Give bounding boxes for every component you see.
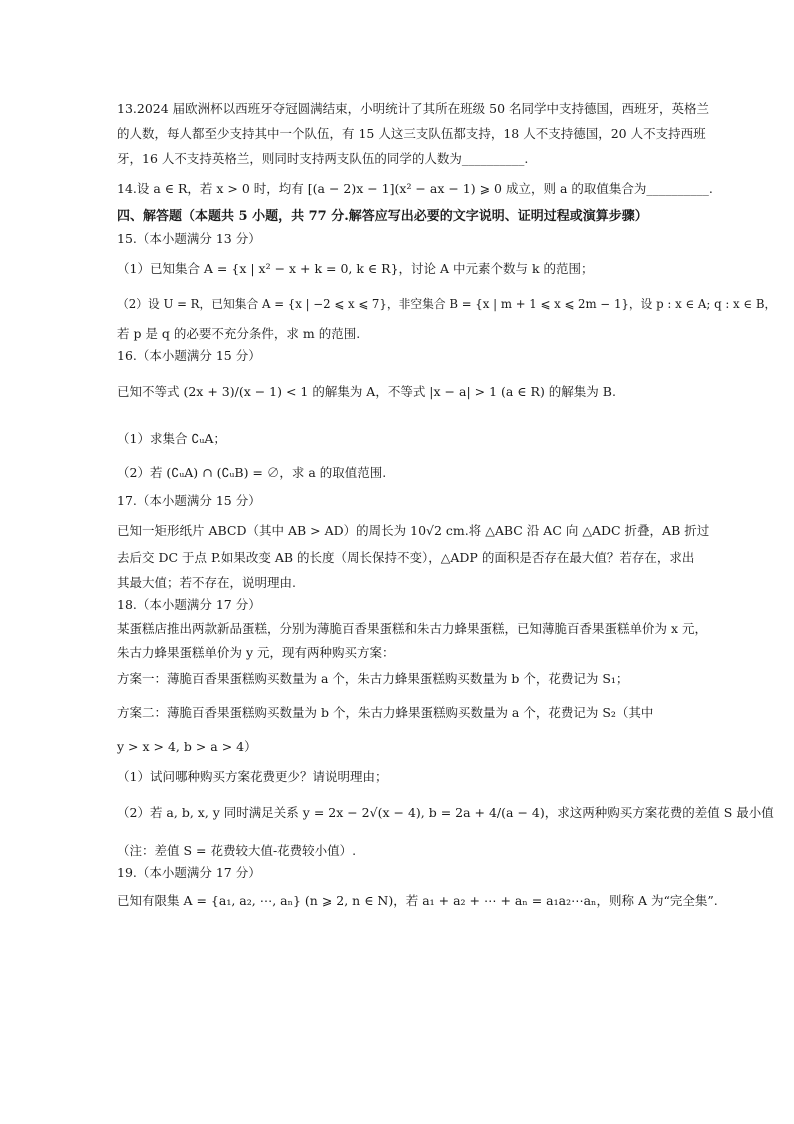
- q16-header: 16.（本小题满分 15 分）: [117, 348, 261, 363]
- q19-header: 19.（本小题满分 17 分）: [117, 865, 261, 880]
- q18-stem-line-1: 某蛋糕店推出两款新品蛋糕，分别为薄脆百香果蛋糕和朱古力蜂果蛋糕，已知薄脆百香果蛋糕单价为 x 元，: [117, 621, 707, 636]
- q18-note: （注：差值 S = 花费较大值-花费较小值）.: [117, 843, 357, 858]
- q17-line-1: 已知一矩形纸片 ABCD（其中 AB > AD）的周长为 10√2 cm.将 △ABC 沿 AC 向 △ADC 折叠，AB 折过: [117, 523, 710, 538]
- q15-header: 15.（本小题满分 13 分）: [117, 231, 261, 246]
- q17-header: 17.（本小题满分 15 分）: [117, 493, 261, 508]
- q19-stem: 已知有限集 A = {a₁, a₂, ⋯, aₙ} (n ⩾ 2, n ∈ N)，若 a₁ + a₂ + ⋯ + aₙ = a₁a₂⋯aₙ，则称 A 为“完全集”.: [117, 893, 718, 908]
- section-heading: 四、解答题（本题共 5 小题，共 77 分.解答应写出必要的文字说明、证明过程或演算步骤）: [117, 209, 648, 224]
- q17-line-2: 去后交 DC 于点 P.如果改变 AB 的长度（周长保持不变），△ADP 的面积是否存在最大值？若存在，求出: [117, 550, 695, 565]
- q17-line-3: 其最大值；若不存在，说明理由.: [117, 575, 296, 590]
- q15-part-2-line-2: 若 p 是 q 的必要不充分条件，求 m 的范围.: [117, 326, 361, 341]
- q13-line-2: 的人数，每人都至少支持其中一个队伍，有 15 人这三支队伍都支持，18 人不支持德国，20 人不支持西班: [117, 126, 706, 141]
- q18-stem-line-2: 朱古力蜂果蛋糕单价为 y 元，现有两种购买方案：: [117, 645, 395, 660]
- q16-stem: 已知不等式 (2x + 3)/(x − 1) < 1 的解集为 A，不等式 |x − a| > 1 (a ∈ R) 的解集为 B.: [117, 384, 616, 399]
- q13-line-3: 牙，16 人不支持英格兰，则同时支持两支队伍的同学的人数为__________.: [117, 151, 529, 166]
- q15-part-2-line-1: （2）设 U = R，已知集合 A = {x | −2 ⩽ x ⩽ 7}，非空集合 B = {x | m + 1 ⩽ x ⩽ 2m − 1}，设 p : x ∈ A; q : x ∈ B，: [117, 297, 777, 311]
- q18-part-1: （1）试问哪种购买方案花费更少？请说明理由；: [117, 769, 388, 784]
- q18-part-2: （2）若 a, b, x, y 同时满足关系 y = 2x − 2√(x − 4), b = 2a + 4/(a − 4)，求这两种购买方案花费的差值 S 最小值: [117, 805, 774, 820]
- q18-condition: y > x > 4, b > a > 4）: [117, 739, 257, 754]
- q18-header: 18.（本小题满分 17 分）: [117, 597, 261, 612]
- q16-part-1: （1）求集合 ∁ᵤA；: [117, 431, 226, 446]
- q18-plan-1: 方案一：薄脆百香果蛋糕购买数量为 a 个，朱古力蜂果蛋糕购买数量为 b 个，花费记为 S₁；: [117, 671, 629, 686]
- q14-line: 14.设 a ∈ R，若 x > 0 时，均有 [(a − 2)x − 1](x² − ax − 1) ⩾ 0 成立，则 a 的取值集合为__________.: [117, 181, 713, 196]
- q15-part-1: （1）已知集合 A = {x | x² − x + k = 0, k ∈ R}，讨论 A 中元素个数与 k 的范围；: [117, 261, 594, 276]
- q13-line-1: 13.2024 届欧洲杯以西班牙夺冠圆满结束，小明统计了其所在班级 50 名同学中支持德国，西班牙，英格兰: [117, 101, 710, 116]
- q18-plan-2: 方案二：薄脆百香果蛋糕购买数量为 b 个，朱古力蜂果蛋糕购买数量为 a 个，花费记为 S₂（其中: [117, 705, 654, 720]
- q16-part-2: （2）若 (∁ᵤA) ∩ (∁ᵤB) = ∅，求 a 的取值范围.: [117, 465, 387, 480]
